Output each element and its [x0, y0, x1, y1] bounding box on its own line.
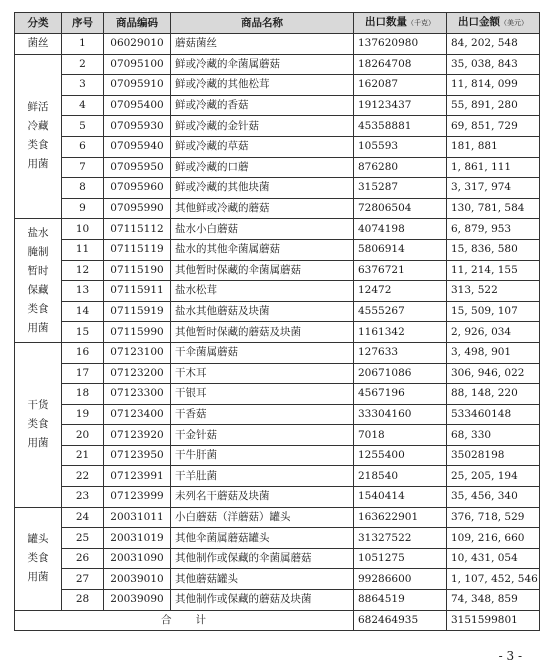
- header-code: 商品编码: [104, 13, 171, 34]
- product-code: 07115112: [104, 219, 171, 240]
- export-quantity: 20671086: [354, 363, 447, 384]
- table-row: [15, 342, 540, 363]
- product-code: 07095940: [104, 136, 171, 157]
- table-row: [15, 363, 540, 384]
- category-cell: 盐水腌制暂时保藏类食用菌: [15, 219, 62, 343]
- header-amount: [447, 13, 540, 34]
- table-row: [15, 569, 540, 590]
- table-row: [15, 590, 540, 611]
- row-number: 12: [62, 260, 104, 281]
- product-name: 蘑菇菌丝: [171, 34, 354, 55]
- export-quantity: 162087: [354, 75, 447, 96]
- table-row: [15, 75, 540, 96]
- export-quantity: 99286600: [354, 569, 447, 590]
- product-code: 20031011: [104, 507, 171, 528]
- export-amount: 35, 456, 340: [447, 487, 540, 508]
- product-name: 干牛肝菌: [171, 445, 354, 466]
- table-row: [15, 116, 540, 137]
- export-amount: 3, 317, 974: [447, 178, 540, 199]
- product-name: 其他蘑菇罐头: [171, 569, 354, 590]
- product-code: 20031019: [104, 528, 171, 549]
- export-amount: 1, 107, 452, 546: [447, 569, 540, 590]
- export-quantity: 12472: [354, 281, 447, 302]
- row-number: 16: [62, 342, 104, 363]
- export-quantity: 876280: [354, 157, 447, 178]
- row-number: 1: [62, 34, 104, 55]
- table-row: [15, 54, 540, 75]
- header-row: [15, 13, 540, 34]
- export-quantity: 72806504: [354, 198, 447, 219]
- product-name: 未列名干蘑菇及块菌: [171, 487, 354, 508]
- total-amount: 3151599801: [447, 610, 540, 631]
- page-number: - 3 -: [498, 649, 522, 663]
- table-row: [15, 445, 540, 466]
- table-row: [15, 425, 540, 446]
- product-code: 07123991: [104, 466, 171, 487]
- product-name: 鲜或冷藏的其他松茸: [171, 75, 354, 96]
- export-quantity: 137620980: [354, 34, 447, 55]
- export-amount: 11, 214, 155: [447, 260, 540, 281]
- product-name: 鲜或冷藏的口蘑: [171, 157, 354, 178]
- export-quantity: 33304160: [354, 404, 447, 425]
- export-amount: 15, 836, 580: [447, 239, 540, 260]
- export-amount: 533460148: [447, 404, 540, 425]
- export-amount: 306, 946, 022: [447, 363, 540, 384]
- table-row: [15, 528, 540, 549]
- export-quantity: 7018: [354, 425, 447, 446]
- export-amount: 69, 851, 729: [447, 116, 540, 137]
- row-number: 8: [62, 178, 104, 199]
- export-quantity: 315287: [354, 178, 447, 199]
- row-number: 11: [62, 239, 104, 260]
- product-name: 盐水的其他伞菌属蘑菇: [171, 239, 354, 260]
- export-amount: 181, 881: [447, 136, 540, 157]
- product-name: 干木耳: [171, 363, 354, 384]
- export-quantity: 31327522: [354, 528, 447, 549]
- category-cell: 罐头类食用菌: [15, 507, 62, 610]
- product-name: 其他制作或保藏的伞菌属蘑菇: [171, 548, 354, 569]
- row-number: 26: [62, 548, 104, 569]
- category-cell: 干货类食用菌: [15, 342, 62, 507]
- table-row: [15, 34, 540, 55]
- export-quantity: 105593: [354, 136, 447, 157]
- header-qty-label: 出口数量: [365, 16, 407, 28]
- product-code: 07123200: [104, 363, 171, 384]
- row-number: 10: [62, 219, 104, 240]
- category-cell: 菌丝: [15, 34, 62, 55]
- table-row: [15, 95, 540, 116]
- product-name: 鲜或冷藏的香菇: [171, 95, 354, 116]
- row-number: 24: [62, 507, 104, 528]
- product-name: 其他制作或保藏的蘑菇及块菌: [171, 590, 354, 611]
- table-row: [15, 219, 540, 240]
- table-row: [15, 404, 540, 425]
- export-quantity: 127633: [354, 342, 447, 363]
- row-number: 27: [62, 569, 104, 590]
- export-quantity: 19123437: [354, 95, 447, 116]
- product-code: 06029010: [104, 34, 171, 55]
- table-row: [15, 136, 540, 157]
- export-table: [14, 12, 540, 631]
- product-name: 小白蘑菇（洋蘑菇）罐头: [171, 507, 354, 528]
- row-number: 14: [62, 301, 104, 322]
- product-code: 07095400: [104, 95, 171, 116]
- export-amount: 35028198: [447, 445, 540, 466]
- export-amount: 88, 148, 220: [447, 384, 540, 405]
- export-quantity: 18264708: [354, 54, 447, 75]
- row-number: 9: [62, 198, 104, 219]
- export-quantity: 163622901: [354, 507, 447, 528]
- row-number: 5: [62, 116, 104, 137]
- export-amount: 10, 431, 054: [447, 548, 540, 569]
- table-row: [15, 178, 540, 199]
- total-row: [15, 610, 540, 631]
- product-name: 其他暂时保藏的蘑菇及块菌: [171, 322, 354, 343]
- row-number: 17: [62, 363, 104, 384]
- product-code: 20039010: [104, 569, 171, 590]
- product-code: 07115911: [104, 281, 171, 302]
- export-quantity: 45358881: [354, 116, 447, 137]
- row-number: 3: [62, 75, 104, 96]
- export-amount: 15, 509, 107: [447, 301, 540, 322]
- total-label: 合 计: [15, 610, 354, 631]
- export-amount: 109, 216, 660: [447, 528, 540, 549]
- header-amount-unit: （美元）: [500, 19, 528, 27]
- product-name: 干伞菌属蘑菇: [171, 342, 354, 363]
- export-quantity: 6376721: [354, 260, 447, 281]
- row-number: 22: [62, 466, 104, 487]
- product-name: 其他鲜或冷藏的蘑菇: [171, 198, 354, 219]
- export-amount: 74, 348, 859: [447, 590, 540, 611]
- export-amount: 35, 038, 843: [447, 54, 540, 75]
- product-name: 其他暂时保藏的伞菌属蘑菇: [171, 260, 354, 281]
- row-number: 19: [62, 404, 104, 425]
- product-name: 盐水其他蘑菇及块菌: [171, 301, 354, 322]
- table-row: [15, 548, 540, 569]
- product-code: 07095960: [104, 178, 171, 199]
- row-number: 20: [62, 425, 104, 446]
- export-amount: 130, 781, 584: [447, 198, 540, 219]
- table-row: [15, 322, 540, 343]
- product-name: 鲜或冷藏的伞菌属蘑菇: [171, 54, 354, 75]
- product-code: 07123920: [104, 425, 171, 446]
- table-row: [15, 239, 540, 260]
- export-quantity: 8864519: [354, 590, 447, 611]
- row-number: 15: [62, 322, 104, 343]
- export-amount: 3, 498, 901: [447, 342, 540, 363]
- product-code: 20039090: [104, 590, 171, 611]
- table-row: [15, 281, 540, 302]
- export-quantity: 1161342: [354, 322, 447, 343]
- row-number: 13: [62, 281, 104, 302]
- total-qty: 682464935: [354, 610, 447, 631]
- table-row: [15, 384, 540, 405]
- product-name: 干金针菇: [171, 425, 354, 446]
- header-category: 分类: [15, 13, 62, 34]
- product-name: 盐水松茸: [171, 281, 354, 302]
- product-code: 07095990: [104, 198, 171, 219]
- product-name: 其他伞菌属蘑菇罐头: [171, 528, 354, 549]
- header-no: 序号: [62, 13, 104, 34]
- table-row: [15, 507, 540, 528]
- product-code: 07123400: [104, 404, 171, 425]
- table-row: [15, 157, 540, 178]
- product-code: 07115990: [104, 322, 171, 343]
- product-code: 07123999: [104, 487, 171, 508]
- row-number: 2: [62, 54, 104, 75]
- header-amount-label: 出口金额: [458, 16, 500, 28]
- product-name: 鲜或冷藏的草菇: [171, 136, 354, 157]
- table-row: [15, 198, 540, 219]
- export-quantity: 1051275: [354, 548, 447, 569]
- row-number: 21: [62, 445, 104, 466]
- header-qty-unit: （千克）: [407, 19, 435, 27]
- row-number: 18: [62, 384, 104, 405]
- export-quantity: 1255400: [354, 445, 447, 466]
- export-quantity: 1540414: [354, 487, 447, 508]
- product-name: 鲜或冷藏的其他块菌: [171, 178, 354, 199]
- row-number: 6: [62, 136, 104, 157]
- table-row: [15, 260, 540, 281]
- product-name: 干银耳: [171, 384, 354, 405]
- export-amount: 1, 861, 111: [447, 157, 540, 178]
- export-amount: 11, 814, 099: [447, 75, 540, 96]
- product-code: 07095100: [104, 54, 171, 75]
- row-number: 25: [62, 528, 104, 549]
- export-amount: 84, 202, 548: [447, 34, 540, 55]
- export-quantity: 4567196: [354, 384, 447, 405]
- category-cell: 鲜活冷藏类食用菌: [15, 54, 62, 219]
- product-code: 07123300: [104, 384, 171, 405]
- header-qty: [354, 13, 447, 34]
- header-name: 商品名称: [171, 13, 354, 34]
- product-code: 07115119: [104, 239, 171, 260]
- product-code: 07123100: [104, 342, 171, 363]
- product-code: 20031090: [104, 548, 171, 569]
- table-row: [15, 301, 540, 322]
- table-row: [15, 466, 540, 487]
- export-quantity: 218540: [354, 466, 447, 487]
- export-amount: 25, 205, 194: [447, 466, 540, 487]
- table-body: [15, 34, 540, 611]
- product-name: 干香菇: [171, 404, 354, 425]
- export-amount: 2, 926, 034: [447, 322, 540, 343]
- row-number: 4: [62, 95, 104, 116]
- product-name: 盐水小白蘑菇: [171, 219, 354, 240]
- export-amount: 68, 330: [447, 425, 540, 446]
- export-quantity: 4074198: [354, 219, 447, 240]
- row-number: 7: [62, 157, 104, 178]
- export-amount: 313, 522: [447, 281, 540, 302]
- export-amount: 376, 718, 529: [447, 507, 540, 528]
- product-code: 07115919: [104, 301, 171, 322]
- product-name: 鲜或冷藏的金针菇: [171, 116, 354, 137]
- product-code: 07123950: [104, 445, 171, 466]
- product-name: 干羊肚菌: [171, 466, 354, 487]
- product-code: 07095950: [104, 157, 171, 178]
- row-number: 23: [62, 487, 104, 508]
- export-quantity: 4555267: [354, 301, 447, 322]
- product-code: 07115190: [104, 260, 171, 281]
- export-amount: 55, 891, 280: [447, 95, 540, 116]
- export-quantity: 5806914: [354, 239, 447, 260]
- export-amount: 6, 879, 953: [447, 219, 540, 240]
- row-number: 28: [62, 590, 104, 611]
- table-row: [15, 487, 540, 508]
- product-code: 07095910: [104, 75, 171, 96]
- product-code: 07095930: [104, 116, 171, 137]
